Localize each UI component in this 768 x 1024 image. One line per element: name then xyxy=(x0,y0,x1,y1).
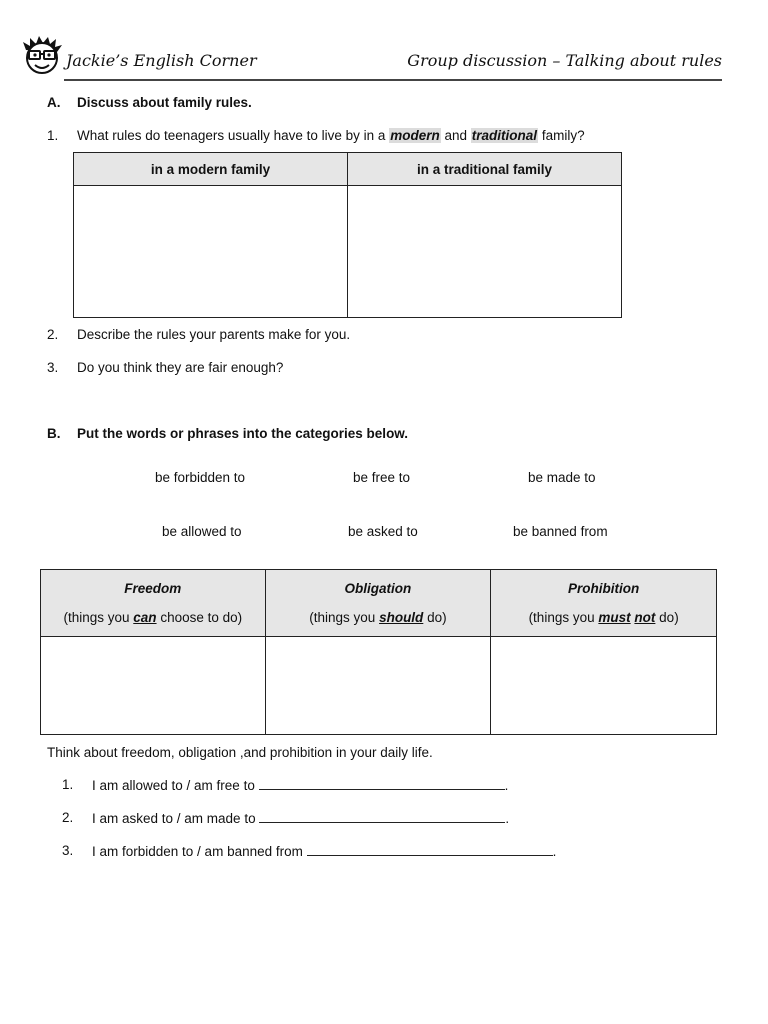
word-be-asked-to: be asked to xyxy=(348,524,418,539)
keyword-traditional: traditional xyxy=(471,128,538,143)
header-divider xyxy=(64,79,722,81)
item-2-number: 2. xyxy=(62,810,74,825)
item-1-blank[interactable] xyxy=(259,777,505,790)
item-2: I am asked to / am made to . xyxy=(92,811,510,826)
obligation-answer-cell[interactable] xyxy=(265,637,491,735)
categories-table xyxy=(40,569,717,735)
traditional-family-header: in a traditional family xyxy=(347,153,621,186)
word-be-allowed-to: be allowed to xyxy=(162,524,242,539)
freedom-pre: (things you xyxy=(63,610,130,625)
prohibition-post: do) xyxy=(659,610,679,625)
modern-family-header: in a modern family xyxy=(74,153,348,186)
obligation-subtitle xyxy=(266,610,491,625)
prohibition-title: Prohibition xyxy=(568,581,640,596)
item-3: I am forbidden to / am banned from . xyxy=(92,844,557,859)
prohibition-keyword-must: must xyxy=(598,610,631,625)
question-1-pre: What rules do teenagers usually have to live by in a xyxy=(77,128,386,143)
prohibition-pre: (things you xyxy=(528,610,595,625)
prohibition-header xyxy=(491,570,717,637)
question-3-number: 3. xyxy=(47,360,59,375)
obligation-header xyxy=(265,570,491,637)
question-1-mid: and xyxy=(444,128,468,143)
question-1-number: 1. xyxy=(47,128,59,143)
question-3: Do you think they are fair enough? xyxy=(77,360,284,375)
freedom-title: Freedom xyxy=(124,581,182,596)
prohibition-keyword-not: not xyxy=(634,610,656,625)
section-a-letter: A. xyxy=(47,95,61,110)
traditional-family-answer-cell[interactable] xyxy=(347,186,621,318)
question-1 xyxy=(77,128,585,143)
logo-face-icon xyxy=(20,36,64,76)
freedom-subtitle xyxy=(41,610,265,625)
obligation-keyword: should xyxy=(379,610,424,625)
section-b-letter: B. xyxy=(47,426,61,441)
obligation-post: do) xyxy=(427,610,447,625)
question-1-post: family? xyxy=(541,128,585,143)
item-3-blank[interactable] xyxy=(307,843,553,856)
question-2: Describe the rules your parents make for you. xyxy=(77,327,351,342)
obligation-pre: (things you xyxy=(309,610,376,625)
word-be-free-to: be free to xyxy=(353,470,411,485)
brand-name: Jackie’s English Corner xyxy=(66,51,257,70)
obligation-title: Obligation xyxy=(344,581,412,596)
think-prompt: Think about freedom, obligation ,and prohibition in your daily life. xyxy=(47,745,433,760)
item-1-text: I am allowed to / am free to xyxy=(92,778,255,793)
item-2-text: I am asked to / am made to xyxy=(92,811,256,826)
item-3-text: I am forbidden to / am banned from xyxy=(92,844,303,859)
prohibition-subtitle xyxy=(491,610,716,625)
question-2-number: 2. xyxy=(47,327,59,342)
word-be-forbidden-to: be forbidden to xyxy=(155,470,246,485)
freedom-post: choose to do) xyxy=(160,610,243,625)
modern-family-answer-cell[interactable] xyxy=(74,186,348,318)
freedom-answer-cell[interactable] xyxy=(41,637,266,735)
item-2-blank[interactable] xyxy=(259,810,505,823)
freedom-header xyxy=(41,570,266,637)
keyword-modern: modern xyxy=(390,128,440,143)
word-be-banned-from: be banned from xyxy=(513,524,608,539)
item-1-number: 1. xyxy=(62,777,74,792)
word-be-made-to: be made to xyxy=(528,470,596,485)
prohibition-answer-cell[interactable] xyxy=(491,637,717,735)
family-rules-table xyxy=(73,152,622,318)
item-1: I am allowed to / am free to . xyxy=(92,778,509,793)
section-b-heading: Put the words or phrases into the categories below. xyxy=(77,426,409,441)
section-a-heading: Discuss about family rules. xyxy=(77,95,252,110)
worksheet-title: Group discussion – Talking about rules xyxy=(407,51,722,70)
freedom-keyword: can xyxy=(133,610,157,625)
item-3-number: 3. xyxy=(62,843,74,858)
